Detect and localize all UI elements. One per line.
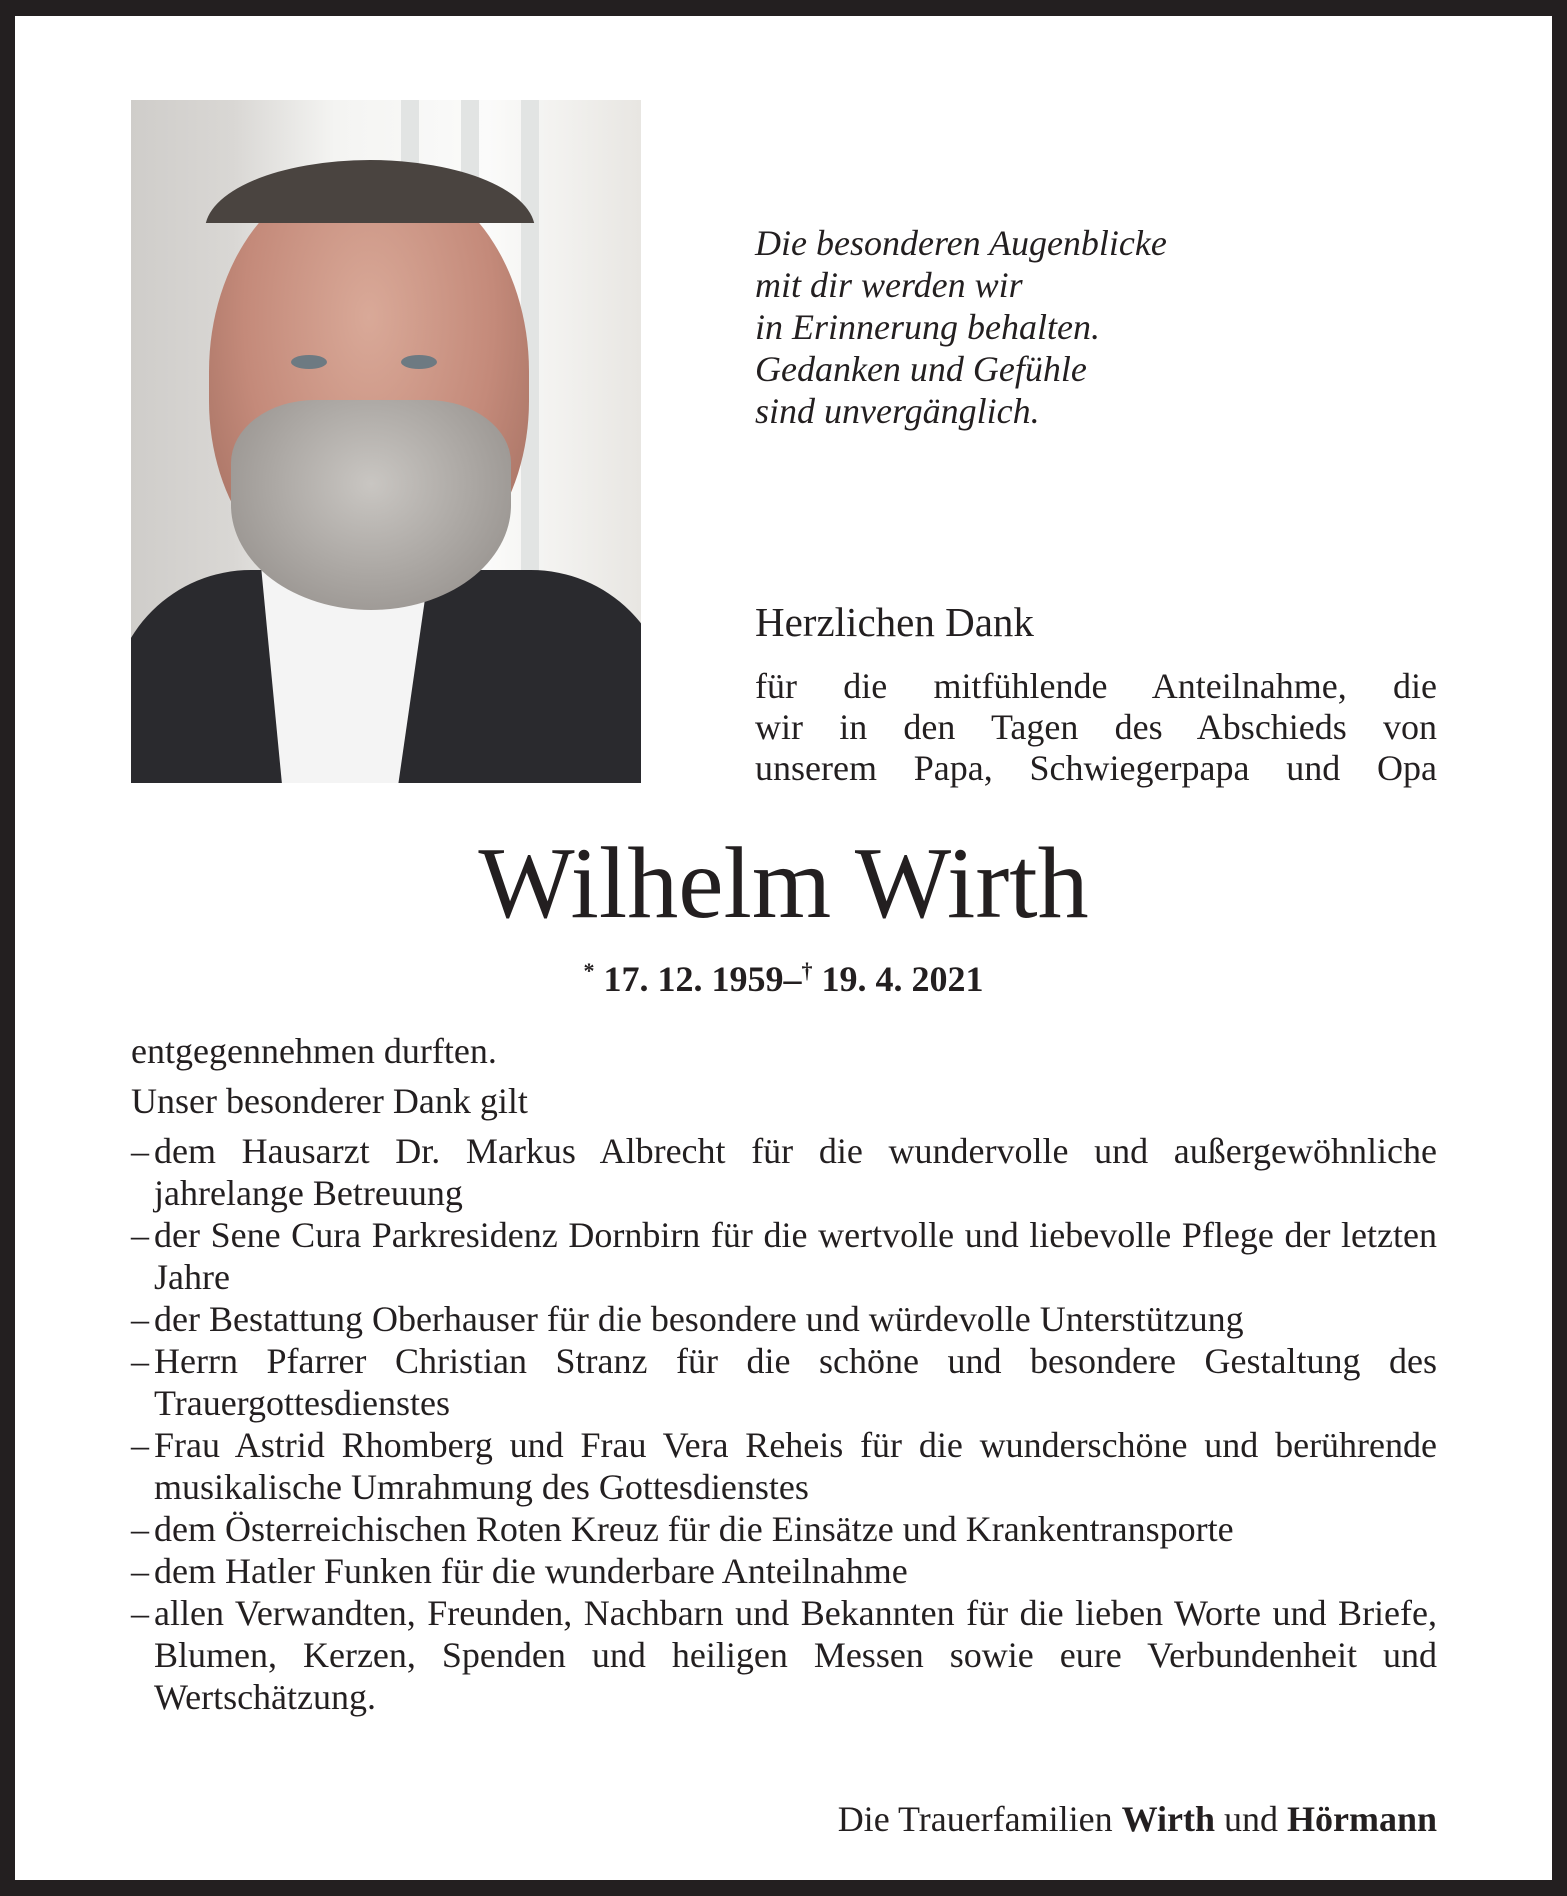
poem-line: Gedanken und Gefühle: [755, 349, 1087, 389]
list-item: – Frau Astrid Rhomberg und Frau Vera Reheis für die wunderschöne und berührende musikalische Umrahmung des Gottesdienstes: [131, 1425, 1437, 1507]
thanks-list: [131, 1130, 1437, 1718]
list-item: – der Bestattung Oberhauser für die besondere und würdevolle Unterstützung: [131, 1299, 1244, 1339]
thanks-body: [131, 1030, 1437, 1718]
family-name: Hörmann: [1286, 1799, 1437, 1839]
memorial-poem: [755, 222, 1167, 432]
intro-line: unserem Papa, Schwiegerpapa und Opa: [755, 748, 1437, 788]
birth-symbol: *: [583, 958, 595, 983]
list-item: – dem Hausarzt Dr. Markus Albrecht für die wundervolle und außergewöhnliche jahrelange Betreuung: [131, 1131, 1437, 1213]
list-item: – dem Österreichischen Roten Kreuz für die Einsätze und Krankentransporte: [131, 1509, 1234, 1549]
list-item: – Herrn Pfarrer Christian Stranz für die schöne und besondere Gestaltung des Trauergottesdienstes: [131, 1341, 1437, 1423]
life-dates: [0, 958, 1567, 1000]
death-symbol: †: [801, 958, 813, 983]
poem-line: mit dir werden wir: [755, 265, 1023, 305]
intro-text: [755, 666, 1437, 789]
list-item: – dem Hatler Funken für die wunderbare Anteilnahme: [131, 1551, 908, 1591]
intro-line: wir in den Tagen des Abschieds von: [755, 707, 1437, 747]
poem-line: sind unvergänglich.: [755, 391, 1040, 431]
intro-line: für die mitfühlende Anteilnahme, die: [755, 666, 1437, 706]
special-thanks-text: Unser besonderer Dank gilt: [131, 1081, 528, 1121]
poem-line: in Erinnerung behalten.: [755, 307, 1100, 347]
list-item: – der Sene Cura Parkresidenz Dornbirn für die wertvolle und liebevolle Pflege der letzten Jahre: [131, 1215, 1437, 1297]
portrait-photo: [131, 100, 641, 783]
continuation-text: entgegennehmen durften.: [131, 1031, 497, 1071]
list-item: – allen Verwandten, Freunden, Nachbarn und Bekannten für die lieben Worte und Briefe, Blumen, Kerzen, Spenden und heiligen Messen sowie eure Verbundenheit und Wertschätzung.: [131, 1593, 1437, 1717]
birth-date: 17. 12. 1959: [603, 959, 784, 999]
signature: Die Trauerfamilien Wirth und Hörmann: [837, 1799, 1437, 1839]
death-date: 19. 4. 2021: [821, 959, 984, 999]
deceased-name: Wilhelm Wirth: [478, 827, 1089, 940]
poem-line: Die besonderen Augenblicke: [755, 223, 1167, 263]
family-name: Wirth: [1121, 1799, 1215, 1839]
date-separator: –: [783, 959, 802, 999]
thanks-heading: Herzlichen Dank: [755, 599, 1034, 645]
